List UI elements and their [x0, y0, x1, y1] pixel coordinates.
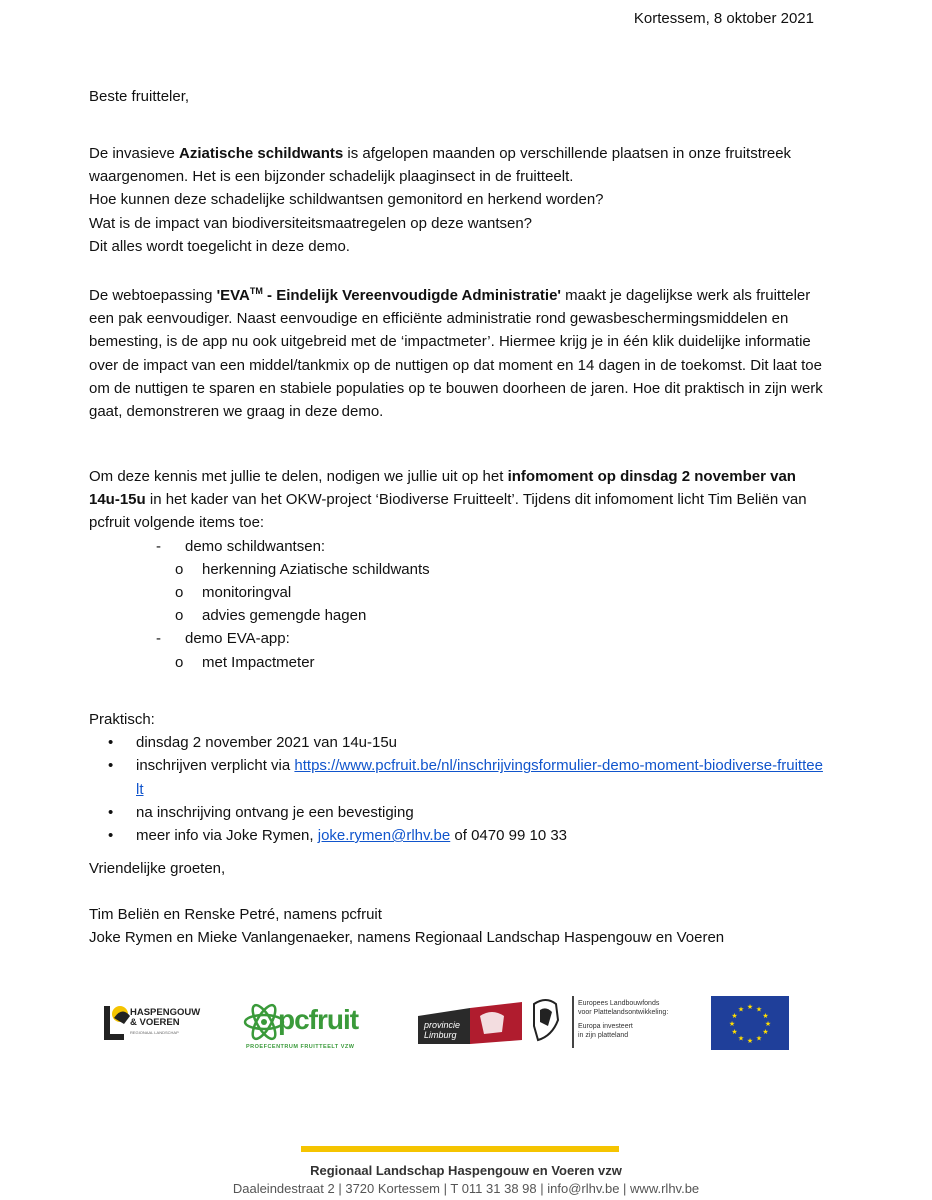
- invite-text-a: Om deze kennis met jullie te delen, nodigen we jullie uit op het: [89, 468, 508, 485]
- eafrd-logo: [528, 996, 698, 1052]
- eva-bold-2: - Eindelijk Vereenvoudigde Administratie': [262, 287, 561, 304]
- letter-date: Kortessem, 8 oktober 2021: [633, 10, 814, 27]
- list-item: o herkenning Aziatische schildwants: [89, 558, 824, 581]
- eva-bold-1: 'EVA: [216, 287, 250, 304]
- footer-address: Daaleindestraat 2 | 3720 Kortessem | T 011 31 38 98 | info@rlhv.be | www.rlhv.be: [232, 1181, 700, 1196]
- svg-text:★: ★: [746, 1003, 754, 1011]
- signers: [89, 903, 824, 949]
- intro-paragraph: [89, 142, 824, 258]
- intro-bold: Aziatische schildwants: [179, 145, 344, 162]
- eafrd-line-3: Europa investeert: [578, 1023, 633, 1030]
- greeting: Beste fruitteler,: [89, 88, 190, 105]
- svg-text:★: ★: [731, 1012, 738, 1020]
- svg-text:★: ★: [746, 1037, 754, 1045]
- limburg-line-2: Limburg: [424, 1030, 457, 1040]
- pcfruit-logo: [240, 998, 380, 1054]
- svg-text:★: ★: [737, 1034, 745, 1043]
- signer-line-1: Tim Beliën en Renske Petré, namens pcfruit: [89, 906, 382, 923]
- intro-question-1: Hoe kunnen deze schadelijke schildwantsen gemonitord en herkend worden?: [89, 191, 604, 209]
- invitation-paragraph: [89, 465, 824, 674]
- logo-strip: [0, 990, 932, 1060]
- intro-line-4: Dit alles wordt toegelicht in deze demo.: [89, 237, 350, 255]
- invite-text-c: in het kader van het OKW-project ‘Biodiverse Fruitteelt’. Tijdens dit infomoment licht Tim Beliën van pcfruit volgende items toe:: [89, 491, 807, 532]
- list-item: • na inschrijving ontvang je een bevestiging: [89, 801, 824, 824]
- praktisch-list: [89, 731, 824, 847]
- list-item: - demo EVA-app:: [89, 627, 824, 650]
- eafrd-line-1: Europees Landbouwfonds: [578, 1000, 660, 1007]
- eva-text-c: maakt je dagelijkse werk als fruitteler een pak eenvoudiger. Naast eenvoudige en efficiënte administratie rond gewasbeschermingsmiddelen en bemesting, is de app nu ook uitgebreid met de ‘impactmeter’. Hiermee krijg je in één klik duidelijke informatie over de impact van een middel/tankmix op de nuttigen op dat moment en 14 dagen in de toekomst. Dit laat toe om de nuttigen te sparen en stabiele populaties op te bouwen doorheen de jaren. Hoe dit praktisch in zijn werk gaat, demonstreren we graag in deze demo.: [89, 287, 823, 421]
- trademark-sup: TM: [249, 286, 263, 296]
- eafrd-line-2: voor Plattelandsontwikkeling:: [578, 1008, 669, 1016]
- list-item: [89, 754, 824, 800]
- svg-text:★: ★: [764, 1020, 772, 1028]
- closing: Vriendelijke groeten,: [89, 860, 226, 877]
- pcfruit-subtitle: PROEFCENTRUM FRUITTEELT VZW: [246, 1044, 355, 1050]
- rlhv-logo-line-2: & VOEREN: [130, 1017, 180, 1028]
- signer-line-2: Joke Rymen en Mieke Vanlangenaeker, namens Regionaal Landschap Haspengouw en Voeren: [89, 929, 725, 947]
- limburg-logo: [418, 1002, 524, 1046]
- svg-text:★: ★: [728, 1020, 736, 1028]
- email-link[interactable]: joke.rymen@rlhv.be: [317, 827, 451, 845]
- intro-text-a: De invasieve: [89, 145, 180, 162]
- list-item: - demo schildwantsen:: [89, 535, 824, 558]
- intro-text-c: is afgelopen maanden op verschillende plaatsen in onze fruitstreek waargenomen. Het is een bijzonder schadelijk plaaginsect in de fruitteelt.: [89, 145, 792, 186]
- rlhv-logo: [88, 994, 214, 1050]
- list-item: [89, 824, 824, 847]
- flemish-lion-icon: [528, 996, 564, 1046]
- list-item: o advies gemengde hagen: [89, 604, 824, 627]
- rlhv-logo-sub: REGIONAAL LANDSCHAP: [130, 1030, 179, 1035]
- eva-paragraph: [89, 280, 824, 423]
- list-item: • dinsdag 2 november 2021 van 14u-15u: [89, 731, 824, 754]
- contact-text: meer info via Joke Rymen,: [136, 827, 318, 845]
- svg-text:★: ★: [737, 1005, 745, 1014]
- logo-divider: [572, 996, 574, 1048]
- eu-flag-icon: [711, 996, 789, 1050]
- limburg-line-1: provincie: [424, 1020, 461, 1030]
- phone-text: of 0470 99 10 33: [450, 827, 568, 845]
- footer-organization: Regionaal Landschap Haspengouw en Voeren vzw: [310, 1163, 622, 1178]
- rlhv-logo-line-1: HASPENGOUW: [130, 1007, 201, 1018]
- praktisch-section: [89, 708, 824, 847]
- registration-text: inschrijven verplicht via: [136, 757, 295, 775]
- svg-text:★: ★: [762, 1028, 769, 1036]
- list-item: o met Impactmeter: [89, 651, 824, 674]
- eafrd-line-4: in zijn platteland: [578, 1031, 629, 1039]
- list-item: o monitoringval: [89, 581, 824, 604]
- footer-accent-bar: [301, 1146, 619, 1152]
- invite-bold: infomoment op dinsdag 2 november van 14u-15u: [89, 468, 796, 509]
- eu-flag: [711, 996, 789, 1050]
- pcfruit-wordmark: pcfruit: [278, 1004, 359, 1035]
- intro-question-2: Wat is de impact van biodiversiteitsmaatregelen op deze wantsen?: [89, 214, 533, 232]
- rlhv-emblem-icon: [102, 1002, 132, 1042]
- svg-text:★: ★: [731, 1028, 738, 1036]
- svg-text:★: ★: [762, 1012, 769, 1020]
- eva-text-a: De webtoepassing: [89, 287, 217, 304]
- svg-text:★: ★: [755, 1034, 763, 1043]
- registration-link[interactable]: https://www.pcfruit.be/nl/inschrijvingsformulier-demo-moment-biodiverse-fruitteelt: [136, 757, 823, 798]
- items-list: [89, 535, 824, 674]
- praktisch-title: Praktisch:: [89, 711, 155, 728]
- svg-text:★: ★: [755, 1005, 763, 1014]
